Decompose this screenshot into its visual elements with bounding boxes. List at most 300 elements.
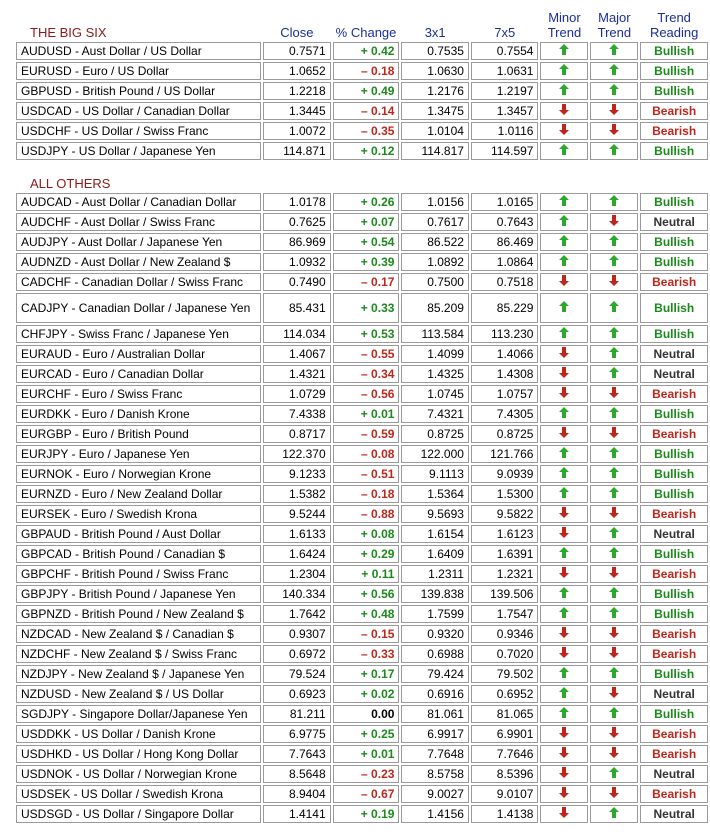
close-cell: 0.7625 xyxy=(263,213,331,231)
close-cell: 6.9775 xyxy=(263,725,331,743)
minor-trend-cell xyxy=(540,565,588,583)
3x1-cell: 1.6154 xyxy=(401,525,469,543)
trend-reading-cell: Bullish xyxy=(640,465,708,483)
red-down-arrow-icon xyxy=(559,807,569,821)
green-up-arrow-icon xyxy=(609,195,619,209)
green-up-arrow-icon xyxy=(559,447,569,461)
3x1-cell: 0.7500 xyxy=(401,273,469,291)
green-up-arrow-icon xyxy=(609,235,619,249)
pair-name-cell: NZDUSD - New Zealand $ / US Dollar xyxy=(16,685,261,703)
red-down-arrow-icon xyxy=(559,275,569,289)
major-trend-cell xyxy=(590,293,638,323)
3x1-cell: 139.838 xyxy=(401,585,469,603)
red-down-arrow-icon xyxy=(559,647,569,661)
change-cell: – 0.51 xyxy=(333,465,400,483)
major-trend-cell xyxy=(590,193,638,211)
minor-trend-cell xyxy=(540,805,588,823)
green-up-arrow-icon xyxy=(559,407,569,421)
close-cell: 9.1233 xyxy=(263,465,331,483)
close-cell: 1.5382 xyxy=(263,485,331,503)
close-cell: 114.034 xyxy=(263,325,331,343)
3x1-cell: 1.0104 xyxy=(401,122,469,140)
change-cell: + 0.02 xyxy=(333,685,400,703)
3x1-cell: 1.4156 xyxy=(401,805,469,823)
red-down-arrow-icon xyxy=(609,275,619,289)
trend-reading-cell: Neutral xyxy=(640,345,708,363)
trend-reading-cell: Bearish xyxy=(640,122,708,140)
3x1-cell: 113.584 xyxy=(401,325,469,343)
pair-name-cell: GBPJPY - British Pound / Japanese Yen xyxy=(16,585,261,603)
7x5-cell: 1.6123 xyxy=(471,525,539,543)
trend-reading-cell: Bullish xyxy=(640,193,708,211)
header-row xyxy=(16,10,708,40)
red-down-arrow-icon xyxy=(559,104,569,118)
major-trend-cell xyxy=(590,213,638,231)
close-cell: 86.969 xyxy=(263,233,331,251)
change-cell: – 0.14 xyxy=(333,102,400,120)
3x1-cell: 1.7599 xyxy=(401,605,469,623)
col-trend-reading-header: Trend Reading xyxy=(649,10,699,40)
green-up-arrow-icon xyxy=(609,347,619,361)
3x1-cell: 1.0892 xyxy=(401,253,469,271)
close-cell: 1.0652 xyxy=(263,62,331,80)
major-trend-cell xyxy=(590,325,638,343)
pair-name-cell: USDCAD - US Dollar / Canadian Dollar xyxy=(16,102,261,120)
table-row xyxy=(16,525,708,543)
table-row xyxy=(16,365,708,383)
green-up-arrow-icon xyxy=(609,144,619,158)
red-down-arrow-icon xyxy=(559,727,569,741)
section-gap xyxy=(16,162,708,174)
7x5-cell: 81.065 xyxy=(471,705,539,723)
7x5-cell: 0.7643 xyxy=(471,213,539,231)
close-cell: 8.5648 xyxy=(263,765,331,783)
pair-name-cell: NZDJPY - New Zealand $ / Japanese Yen xyxy=(16,665,261,683)
minor-trend-cell xyxy=(540,765,588,783)
7x5-cell: 114.597 xyxy=(471,142,539,160)
major-trend-cell xyxy=(590,805,638,823)
3x1-cell: 1.3475 xyxy=(401,102,469,120)
green-up-arrow-icon xyxy=(609,255,619,269)
green-up-arrow-icon xyxy=(609,607,619,621)
pair-name-cell: CADCHF - Canadian Dollar / Swiss Franc xyxy=(16,273,261,291)
close-cell: 122.370 xyxy=(263,445,331,463)
green-up-arrow-icon xyxy=(559,144,569,158)
major-trend-cell xyxy=(590,585,638,603)
minor-trend-cell xyxy=(540,585,588,603)
3x1-cell: 9.1113 xyxy=(401,465,469,483)
3x1-cell: 7.7648 xyxy=(401,745,469,763)
change-cell: + 0.07 xyxy=(333,213,400,231)
3x1-cell: 8.5758 xyxy=(401,765,469,783)
7x5-cell: 85.229 xyxy=(471,293,539,323)
green-up-arrow-icon xyxy=(559,301,569,315)
pair-name-cell: USDJPY - US Dollar / Japanese Yen xyxy=(16,142,261,160)
green-up-arrow-icon xyxy=(559,327,569,341)
red-down-arrow-icon xyxy=(609,507,619,521)
change-cell: + 0.54 xyxy=(333,233,400,251)
green-up-arrow-icon xyxy=(609,707,619,721)
red-down-arrow-icon xyxy=(609,787,619,801)
change-cell: – 0.18 xyxy=(333,62,400,80)
pair-name-cell: EURNOK - Euro / Norwegian Krone xyxy=(16,465,261,483)
close-cell: 1.2304 xyxy=(263,565,331,583)
major-trend-cell xyxy=(590,445,638,463)
major-trend-cell xyxy=(590,565,638,583)
7x5-cell: 1.2197 xyxy=(471,82,539,100)
green-up-arrow-icon xyxy=(609,64,619,78)
minor-trend-cell xyxy=(540,445,588,463)
minor-trend-cell xyxy=(540,213,588,231)
minor-trend-cell xyxy=(540,625,588,643)
major-trend-cell xyxy=(590,785,638,803)
red-down-arrow-icon xyxy=(609,747,619,761)
7x5-cell: 1.5300 xyxy=(471,485,539,503)
7x5-cell: 139.506 xyxy=(471,585,539,603)
trend-reading-cell: Neutral xyxy=(640,685,708,703)
table-row xyxy=(16,385,708,403)
trend-reading-cell: Bullish xyxy=(640,142,708,160)
7x5-cell: 0.6952 xyxy=(471,685,539,703)
change-cell: + 0.56 xyxy=(333,585,400,603)
red-down-arrow-icon xyxy=(559,427,569,441)
3x1-cell: 0.6988 xyxy=(401,645,469,663)
close-cell: 1.4067 xyxy=(263,345,331,363)
section-title-all-others: ALL OTHERS xyxy=(30,176,111,191)
7x5-cell: 1.0631 xyxy=(471,62,539,80)
pair-name-cell: NZDCAD - New Zealand $ / Canadian $ xyxy=(16,625,261,643)
trend-reading-cell: Neutral xyxy=(640,525,708,543)
trend-reading-cell: Bullish xyxy=(640,405,708,423)
minor-trend-cell xyxy=(540,122,588,140)
red-down-arrow-icon xyxy=(559,347,569,361)
col-major-trend-header: Major Trend xyxy=(597,10,632,40)
3x1-cell: 0.7617 xyxy=(401,213,469,231)
7x5-cell: 1.4138 xyxy=(471,805,539,823)
close-cell: 0.7571 xyxy=(263,42,331,60)
pair-name-cell: GBPCHF - British Pound / Swiss Franc xyxy=(16,565,261,583)
trend-reading-cell: Bullish xyxy=(640,485,708,503)
green-up-arrow-icon xyxy=(609,447,619,461)
change-cell: – 0.67 xyxy=(333,785,400,803)
green-up-arrow-icon xyxy=(609,467,619,481)
trend-reading-cell: Bearish xyxy=(640,565,708,583)
table-row xyxy=(16,785,708,803)
table-row xyxy=(16,545,708,563)
pair-name-cell: USDDKK - US Dollar / Danish Krone xyxy=(16,725,261,743)
minor-trend-cell xyxy=(540,233,588,251)
table-row xyxy=(16,213,708,231)
pair-name-cell: EURCAD - Euro / Canadian Dollar xyxy=(16,365,261,383)
green-up-arrow-icon xyxy=(559,84,569,98)
7x5-cell: 121.766 xyxy=(471,445,539,463)
close-cell: 1.2218 xyxy=(263,82,331,100)
table-row xyxy=(16,102,708,120)
col-3x1-header: 3x1 xyxy=(424,25,446,40)
green-up-arrow-icon xyxy=(609,44,619,58)
minor-trend-cell xyxy=(540,525,588,543)
7x5-cell: 0.7554 xyxy=(471,42,539,60)
table-row xyxy=(16,505,708,523)
trend-reading-cell: Bearish xyxy=(640,505,708,523)
minor-trend-cell xyxy=(540,365,588,383)
trend-reading-cell: Bearish xyxy=(640,745,708,763)
table-row xyxy=(16,42,708,60)
3x1-cell: 9.0027 xyxy=(401,785,469,803)
green-up-arrow-icon xyxy=(609,327,619,341)
trend-reading-cell: Bullish xyxy=(640,42,708,60)
minor-trend-cell xyxy=(540,645,588,663)
change-cell: – 0.34 xyxy=(333,365,400,383)
3x1-cell: 1.6409 xyxy=(401,545,469,563)
col-change-header: % Change xyxy=(335,25,397,40)
green-up-arrow-icon xyxy=(559,235,569,249)
close-cell: 7.4338 xyxy=(263,405,331,423)
change-cell: + 0.01 xyxy=(333,405,400,423)
pair-name-cell: EURSEK - Euro / Swedish Krona xyxy=(16,505,261,523)
close-cell: 1.4141 xyxy=(263,805,331,823)
change-cell: + 0.19 xyxy=(333,805,400,823)
major-trend-cell xyxy=(590,545,638,563)
table-row xyxy=(16,585,708,603)
col-7x5-header: 7x5 xyxy=(494,25,516,40)
pair-name-cell: EURNZD - Euro / New Zealand Dollar xyxy=(16,485,261,503)
pair-name-cell: USDHKD - US Dollar / Hong Kong Dollar xyxy=(16,745,261,763)
close-cell: 1.0178 xyxy=(263,193,331,211)
table-row xyxy=(16,625,708,643)
green-up-arrow-icon xyxy=(609,487,619,501)
3x1-cell: 1.5364 xyxy=(401,485,469,503)
table-row xyxy=(16,805,708,823)
minor-trend-cell xyxy=(540,293,588,323)
trend-reading-cell: Bearish xyxy=(640,645,708,663)
trend-reading-cell: Neutral xyxy=(640,213,708,231)
change-cell: – 0.88 xyxy=(333,505,400,523)
major-trend-cell xyxy=(590,42,638,60)
green-up-arrow-icon xyxy=(609,527,619,541)
trend-reading-cell: Bullish xyxy=(640,705,708,723)
3x1-cell: 9.5693 xyxy=(401,505,469,523)
green-up-arrow-icon xyxy=(609,84,619,98)
close-cell: 1.7642 xyxy=(263,605,331,623)
close-cell: 1.0932 xyxy=(263,253,331,271)
pair-name-cell: USDNOK - US Dollar / Norwegian Krone xyxy=(16,765,261,783)
trend-reading-cell: Bullish xyxy=(640,253,708,271)
3x1-cell: 1.0156 xyxy=(401,193,469,211)
change-cell: – 0.15 xyxy=(333,625,400,643)
pair-name-cell: EURCHF - Euro / Swiss Franc xyxy=(16,385,261,403)
change-cell: + 0.33 xyxy=(333,293,400,323)
7x5-cell: 1.6391 xyxy=(471,545,539,563)
change-cell: + 0.29 xyxy=(333,545,400,563)
7x5-cell: 9.0107 xyxy=(471,785,539,803)
table-row xyxy=(16,273,708,291)
green-up-arrow-icon xyxy=(559,64,569,78)
minor-trend-cell xyxy=(540,102,588,120)
pair-name-cell: CADJPY - Canadian Dollar / Japanese Yen xyxy=(16,293,261,323)
major-trend-cell xyxy=(590,665,638,683)
3x1-cell: 1.0630 xyxy=(401,62,469,80)
green-up-arrow-icon xyxy=(559,687,569,701)
7x5-cell: 7.4305 xyxy=(471,405,539,423)
3x1-cell: 1.2176 xyxy=(401,82,469,100)
minor-trend-cell xyxy=(540,685,588,703)
trend-reading-cell: Bullish xyxy=(640,62,708,80)
minor-trend-cell xyxy=(540,253,588,271)
pair-name-cell: NZDCHF - New Zealand $ / Swiss Franc xyxy=(16,645,261,663)
close-cell: 9.5244 xyxy=(263,505,331,523)
major-trend-cell xyxy=(590,745,638,763)
3x1-cell: 81.061 xyxy=(401,705,469,723)
7x5-cell: 1.0864 xyxy=(471,253,539,271)
table-row xyxy=(16,445,708,463)
7x5-cell: 1.4066 xyxy=(471,345,539,363)
3x1-cell: 0.8725 xyxy=(401,425,469,443)
trend-reading-cell: Bearish xyxy=(640,102,708,120)
trend-reading-cell: Bearish xyxy=(640,385,708,403)
trend-reading-cell: Bullish xyxy=(640,293,708,323)
table-row xyxy=(16,425,708,443)
trend-reading-cell: Bullish xyxy=(640,605,708,623)
green-up-arrow-icon xyxy=(559,44,569,58)
3x1-cell: 0.7535 xyxy=(401,42,469,60)
minor-trend-cell xyxy=(540,605,588,623)
red-down-arrow-icon xyxy=(609,104,619,118)
trend-reading-cell: Bullish xyxy=(640,325,708,343)
red-down-arrow-icon xyxy=(609,427,619,441)
pair-name-cell: AUDNZD - Aust Dollar / New Zealand $ xyxy=(16,253,261,271)
minor-trend-cell xyxy=(540,465,588,483)
3x1-cell: 79.424 xyxy=(401,665,469,683)
pair-name-cell: GBPUSD - British Pound / US Dollar xyxy=(16,82,261,100)
major-trend-cell xyxy=(590,253,638,271)
table-row xyxy=(16,605,708,623)
red-down-arrow-icon xyxy=(609,647,619,661)
green-up-arrow-icon xyxy=(559,667,569,681)
table-row xyxy=(16,565,708,583)
change-cell: – 0.55 xyxy=(333,345,400,363)
red-down-arrow-icon xyxy=(609,387,619,401)
green-up-arrow-icon xyxy=(559,707,569,721)
minor-trend-cell xyxy=(540,405,588,423)
pair-name-cell: SGDJPY - Singapore Dollar/Japanese Yen xyxy=(16,705,261,723)
spacer xyxy=(16,162,708,174)
table-row xyxy=(16,725,708,743)
red-down-arrow-icon xyxy=(609,687,619,701)
3x1-cell: 1.2311 xyxy=(401,565,469,583)
change-cell: + 0.17 xyxy=(333,665,400,683)
major-trend-cell xyxy=(590,122,638,140)
3x1-cell: 6.9917 xyxy=(401,725,469,743)
red-down-arrow-icon xyxy=(559,627,569,641)
green-up-arrow-icon xyxy=(609,301,619,315)
trend-reading-cell: Neutral xyxy=(640,805,708,823)
major-trend-cell xyxy=(590,645,638,663)
trend-reading-cell: Neutral xyxy=(640,765,708,783)
section-row-all-others xyxy=(16,176,708,191)
trend-reading-cell: Bearish xyxy=(640,785,708,803)
minor-trend-cell xyxy=(540,193,588,211)
pair-name-cell: EURDKK - Euro / Danish Krone xyxy=(16,405,261,423)
close-cell: 0.8717 xyxy=(263,425,331,443)
major-trend-cell xyxy=(590,625,638,643)
minor-trend-cell xyxy=(540,705,588,723)
close-cell: 0.6923 xyxy=(263,685,331,703)
table-row xyxy=(16,293,708,323)
change-cell: 0.00 xyxy=(333,705,400,723)
7x5-cell: 1.4308 xyxy=(471,365,539,383)
major-trend-cell xyxy=(590,465,638,483)
major-trend-cell xyxy=(590,525,638,543)
change-cell: + 0.12 xyxy=(333,142,400,160)
7x5-cell: 8.5396 xyxy=(471,765,539,783)
red-down-arrow-icon xyxy=(559,387,569,401)
7x5-cell: 1.7547 xyxy=(471,605,539,623)
major-trend-cell xyxy=(590,82,638,100)
pair-name-cell: CHFJPY - Swiss Franc / Japanese Yen xyxy=(16,325,261,343)
7x5-cell: 113.230 xyxy=(471,325,539,343)
pair-name-cell: AUDUSD - Aust Dollar / US Dollar xyxy=(16,42,261,60)
minor-trend-cell xyxy=(540,485,588,503)
table-row xyxy=(16,485,708,503)
7x5-cell: 1.2321 xyxy=(471,565,539,583)
3x1-cell: 1.4325 xyxy=(401,365,469,383)
green-up-arrow-icon xyxy=(559,587,569,601)
3x1-cell: 86.522 xyxy=(401,233,469,251)
major-trend-cell xyxy=(590,725,638,743)
major-trend-cell xyxy=(590,505,638,523)
major-trend-cell xyxy=(590,233,638,251)
change-cell: + 0.53 xyxy=(333,325,400,343)
table-row xyxy=(16,705,708,723)
pair-name-cell: EURJPY - Euro / Japanese Yen xyxy=(16,445,261,463)
change-cell: + 0.26 xyxy=(333,193,400,211)
green-up-arrow-icon xyxy=(559,487,569,501)
7x5-cell: 86.469 xyxy=(471,233,539,251)
7x5-cell: 0.7020 xyxy=(471,645,539,663)
change-cell: + 0.42 xyxy=(333,42,400,60)
table-row xyxy=(16,645,708,663)
3x1-cell: 85.209 xyxy=(401,293,469,323)
change-cell: – 0.18 xyxy=(333,485,400,503)
table-row xyxy=(16,405,708,423)
red-down-arrow-icon xyxy=(609,727,619,741)
close-cell: 1.0072 xyxy=(263,122,331,140)
table-row xyxy=(16,345,708,363)
major-trend-cell xyxy=(590,405,638,423)
7x5-cell: 9.5822 xyxy=(471,505,539,523)
close-cell: 85.431 xyxy=(263,293,331,323)
red-down-arrow-icon xyxy=(559,787,569,801)
change-cell: + 0.11 xyxy=(333,565,400,583)
table-row xyxy=(16,665,708,683)
green-up-arrow-icon xyxy=(609,407,619,421)
close-cell: 114.871 xyxy=(263,142,331,160)
7x5-cell: 6.9901 xyxy=(471,725,539,743)
red-down-arrow-icon xyxy=(609,567,619,581)
table-row xyxy=(16,685,708,703)
close-cell: 0.6972 xyxy=(263,645,331,663)
red-down-arrow-icon xyxy=(559,747,569,761)
pair-name-cell: AUDCHF - Aust Dollar / Swiss Franc xyxy=(16,213,261,231)
pair-name-cell: EURAUD - Euro / Australian Dollar xyxy=(16,345,261,363)
trend-reading-cell: Bullish xyxy=(640,665,708,683)
minor-trend-cell xyxy=(540,725,588,743)
red-down-arrow-icon xyxy=(609,215,619,229)
change-cell: – 0.56 xyxy=(333,385,400,403)
trend-reading-cell: Bullish xyxy=(640,233,708,251)
table-row xyxy=(16,62,708,80)
